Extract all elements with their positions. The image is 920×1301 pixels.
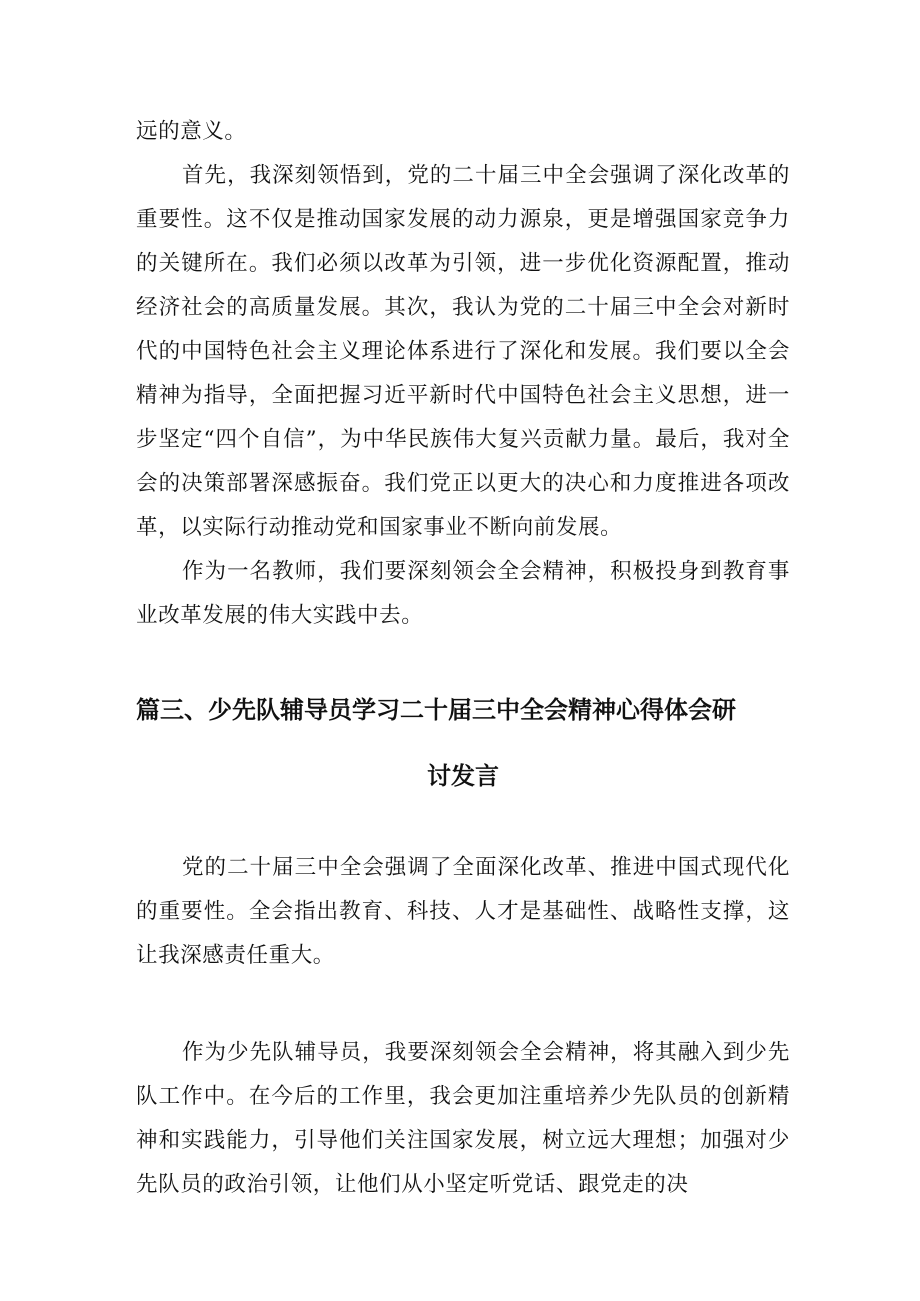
section-heading-line1: 篇三、少先队辅导员学习二十届三中全会精神心得体会研 bbox=[136, 696, 736, 724]
paragraph-teacher: 作为一名教师，我们要深刻领会全会精神，积极投身到教育事业改革发展的伟大实践中去。 bbox=[136, 559, 790, 628]
section-heading-line2: 讨发言 bbox=[427, 762, 499, 790]
paragraph-counselor: 作为少先队辅导员，我要深刻领会全会精神，将其融入到少先队工作中。在今后的工作里，我会更加注重培养少先队员的创新精神和实践能力，引导他们关注国家发展，树立远大理想；加强对少先队员的政治引领，让他们从小坚定听党话、跟党走的决 bbox=[136, 1040, 790, 1197]
paragraph-continuation: 远的意义。 bbox=[136, 119, 247, 144]
section-heading bbox=[136, 682, 790, 804]
paragraph-reflections: 首先，我深刻领悟到，党的二十届三中全会强调了深化改革的重要性。这不仅是推动国家发展的动力源泉，更是增强国家竞争力的关键所在。我们必须以改革为引领，进一步优化资源配置，推动经济社会的高质量发展。其次，我认为党的二十届三中全会对新时代的中国特色社会主义理论体系进行了深化和发展。我们要以全会精神为指导，全面把握习近平新时代中国特色社会主义思想，进一步坚定“四个自信”，为中华民族伟大复兴贡献力量。最后，我对全会的决策部署深感振奋。我们党正以更大的决心和力度推进各项改革，以实际行动推动党和国家事业不断向前发展。 bbox=[136, 163, 790, 540]
paragraph-plenum: 党的二十届三中全会强调了全面深化改革、推进中国式现代化的重要性。全会指出教育、科技、人才是基础性、战略性支撑，这让我深感责任重大。 bbox=[136, 855, 790, 968]
